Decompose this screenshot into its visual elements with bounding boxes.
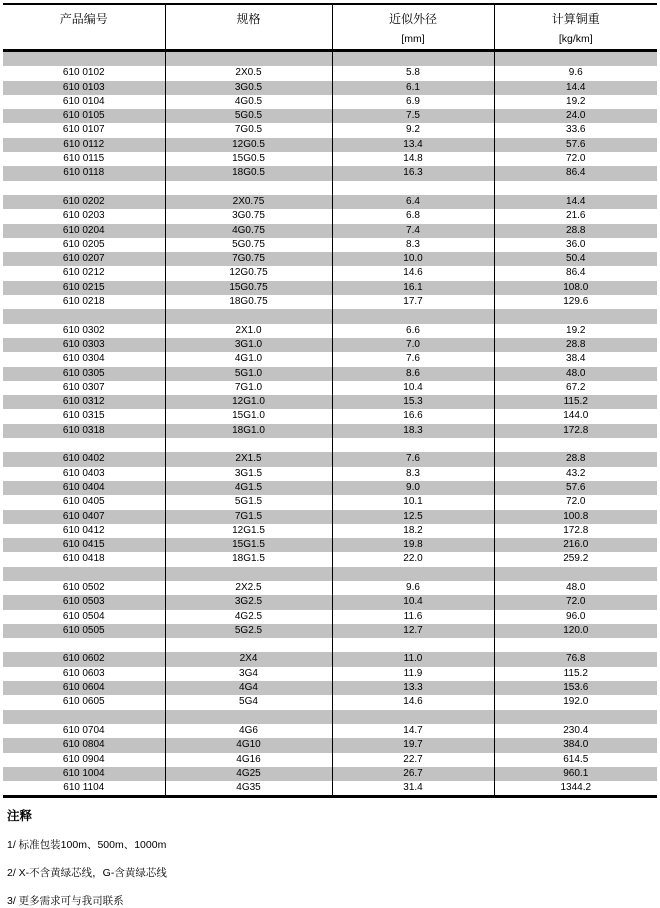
cell-copper-weight: 43.2 <box>566 467 586 479</box>
cell-outer-diameter: 14.6 <box>332 695 494 709</box>
cell-product-code: 610 0402 <box>3 452 165 466</box>
cell-outer-diameter: 7.0 <box>332 338 494 352</box>
col-header-label: 规格 <box>236 12 261 26</box>
table-row <box>3 295 657 309</box>
col-header-outer-diameter <box>332 4 494 51</box>
cell-product-code: 610 0203 <box>3 209 165 223</box>
cell-product-code: 610 0605 <box>3 695 165 709</box>
cell-spec: 4G4 <box>165 681 332 695</box>
cell-copper-weight: 172.8 <box>563 424 589 436</box>
cell-spec: 15G1.0 <box>165 409 332 423</box>
cell-product-code: 610 0205 <box>3 238 165 252</box>
col-header-label: 近似外径 <box>388 12 437 26</box>
cell-spec: 3G1.5 <box>165 467 332 481</box>
table-row <box>3 409 657 423</box>
cell-product-code: 610 0304 <box>3 352 165 366</box>
cell-product-code: 610 0207 <box>3 252 165 266</box>
cell-product-code: 610 0407 <box>3 510 165 524</box>
notes-title: 注释 <box>7 809 33 824</box>
cell-product-code: 610 0218 <box>3 295 165 309</box>
col-header-spec <box>165 4 332 51</box>
cell-copper-weight: 960.1 <box>563 767 589 779</box>
separator-cell <box>165 638 332 652</box>
cell-spec: 18G0.5 <box>165 166 332 180</box>
cell-copper-weight: 57.6 <box>566 481 586 493</box>
cell-product-code: 610 0302 <box>3 324 165 338</box>
cell-outer-diameter: 6.4 <box>332 195 494 209</box>
separator-cell <box>165 438 332 452</box>
cell-spec: 4G25 <box>165 767 332 781</box>
cell-spec: 5G0.5 <box>165 109 332 123</box>
notes-section <box>7 806 657 908</box>
cell-product-code: 610 1004 <box>3 767 165 781</box>
separator-row <box>3 309 657 323</box>
table-body <box>3 51 657 797</box>
cell-product-code: 610 0202 <box>3 195 165 209</box>
cell-copper-weight: 72.0 <box>566 153 586 165</box>
cell-product-code: 610 0504 <box>3 610 165 624</box>
cell-outer-diameter: 19.7 <box>332 738 494 752</box>
cell-spec: 18G0.75 <box>165 295 332 309</box>
separator-cell <box>494 438 657 452</box>
cell-spec: 12G1.0 <box>165 395 332 409</box>
cell-copper-weight: 14.4 <box>566 81 586 93</box>
table-row <box>3 452 657 466</box>
cell-spec: 3G2.5 <box>165 595 332 609</box>
col-header-label: 计算铜重 <box>551 12 600 26</box>
cell-outer-diameter: 14.8 <box>332 152 494 166</box>
cell-product-code: 610 0904 <box>3 753 165 767</box>
cell-copper-weight: 21.6 <box>566 210 586 222</box>
cell-outer-diameter: 6.1 <box>332 81 494 95</box>
table-row <box>3 352 657 366</box>
cell-copper-weight: 67.2 <box>566 381 586 393</box>
product-table <box>3 3 657 798</box>
cell-copper-weight: 50.4 <box>566 253 586 265</box>
cell-outer-diameter: 19.8 <box>332 538 494 552</box>
cell-spec: 4G35 <box>165 781 332 797</box>
table-row <box>3 610 657 624</box>
table-row <box>3 152 657 166</box>
cell-copper-weight: 57.6 <box>566 138 586 150</box>
cell-product-code: 610 0204 <box>3 224 165 238</box>
table-row <box>3 209 657 223</box>
table-row <box>3 581 657 595</box>
separator-cell <box>3 309 165 323</box>
cell-outer-diameter: 18.2 <box>332 524 494 538</box>
cell-product-code: 610 0102 <box>3 66 165 80</box>
note-item-1: 1/ 标准包装100m、500m、1000m <box>7 839 167 852</box>
cell-product-code: 610 0502 <box>3 581 165 595</box>
cell-outer-diameter: 26.7 <box>332 767 494 781</box>
cell-spec: 4G1.0 <box>165 352 332 366</box>
cell-product-code: 610 0215 <box>3 281 165 295</box>
separator-cell <box>3 181 165 195</box>
cell-spec: 4G1.5 <box>165 481 332 495</box>
separator-cell <box>494 181 657 195</box>
cell-spec: 2X1.0 <box>165 324 332 338</box>
table-row <box>3 166 657 180</box>
cell-product-code: 610 0103 <box>3 81 165 95</box>
separator-cell <box>165 567 332 581</box>
cell-spec: 2X0.5 <box>165 66 332 80</box>
cell-product-code: 610 0415 <box>3 538 165 552</box>
cell-spec: 12G0.75 <box>165 266 332 280</box>
separator-cell <box>165 51 332 67</box>
cell-spec: 5G4 <box>165 695 332 709</box>
cell-outer-diameter: 8.3 <box>332 238 494 252</box>
cell-product-code: 610 0315 <box>3 409 165 423</box>
cell-product-code: 610 0505 <box>3 624 165 638</box>
cell-product-code: 610 0318 <box>3 424 165 438</box>
cell-outer-diameter: 9.2 <box>332 123 494 137</box>
cell-outer-diameter: 6.6 <box>332 324 494 338</box>
table-row <box>3 738 657 752</box>
cell-spec: 7G1.5 <box>165 510 332 524</box>
separator-row <box>3 710 657 724</box>
cell-copper-weight: 19.2 <box>566 95 586 107</box>
cell-spec: 15G1.5 <box>165 538 332 552</box>
cell-outer-diameter: 6.9 <box>332 95 494 109</box>
cell-outer-diameter: 11.0 <box>332 652 494 666</box>
separator-cell <box>332 309 494 323</box>
cell-outer-diameter: 7.6 <box>332 352 494 366</box>
separator-row <box>3 51 657 67</box>
table-row <box>3 66 657 80</box>
separator-cell <box>3 51 165 67</box>
col-header-unit <box>166 33 332 45</box>
cell-spec: 12G0.5 <box>165 138 332 152</box>
cell-copper-weight: 33.6 <box>566 124 586 136</box>
header-row <box>3 4 657 51</box>
cell-spec: 4G16 <box>165 753 332 767</box>
cell-spec: 5G1.0 <box>165 367 332 381</box>
col-header-unit <box>3 33 165 45</box>
cell-spec: 12G1.5 <box>165 524 332 538</box>
table-row <box>3 652 657 666</box>
cell-copper-weight: 14.4 <box>566 195 586 207</box>
table-row <box>3 695 657 709</box>
cell-product-code: 610 0404 <box>3 481 165 495</box>
table-row <box>3 81 657 95</box>
cell-outer-diameter: 31.4 <box>332 781 494 797</box>
cell-outer-diameter: 8.3 <box>332 467 494 481</box>
cell-spec: 4G6 <box>165 724 332 738</box>
cell-copper-weight: 86.4 <box>566 167 586 179</box>
cell-copper-weight: 216.0 <box>563 539 589 551</box>
cell-copper-weight: 48.0 <box>566 367 586 379</box>
cell-outer-diameter: 10.4 <box>332 595 494 609</box>
cell-copper-weight: 36.0 <box>566 238 586 250</box>
separator-row <box>3 181 657 195</box>
separator-cell <box>494 309 657 323</box>
cell-product-code: 610 0412 <box>3 524 165 538</box>
separator-cell <box>3 638 165 652</box>
separator-cell <box>165 309 332 323</box>
cell-product-code: 610 0105 <box>3 109 165 123</box>
cell-copper-weight: 9.6 <box>568 67 583 79</box>
cell-outer-diameter: 6.8 <box>332 209 494 223</box>
cell-copper-weight: 230.4 <box>563 724 589 736</box>
separator-cell <box>3 567 165 581</box>
cell-outer-diameter: 7.5 <box>332 109 494 123</box>
cell-spec: 3G0.5 <box>165 81 332 95</box>
table-row <box>3 367 657 381</box>
cell-outer-diameter: 22.0 <box>332 552 494 566</box>
cell-copper-weight: 129.6 <box>563 296 589 308</box>
separator-cell <box>332 638 494 652</box>
separator-cell <box>332 710 494 724</box>
cell-copper-weight: 28.8 <box>566 338 586 350</box>
cell-outer-diameter: 17.7 <box>332 295 494 309</box>
cell-outer-diameter: 22.7 <box>332 753 494 767</box>
cell-copper-weight: 96.0 <box>566 610 586 622</box>
cell-outer-diameter: 13.4 <box>332 138 494 152</box>
separator-cell <box>494 51 657 67</box>
cell-product-code: 610 0307 <box>3 381 165 395</box>
separator-cell <box>332 181 494 195</box>
col-header-label: 产品编号 <box>59 12 108 26</box>
cell-spec: 2X4 <box>165 652 332 666</box>
table-row <box>3 467 657 481</box>
cell-spec: 4G2.5 <box>165 610 332 624</box>
cell-outer-diameter: 16.1 <box>332 281 494 295</box>
table-row <box>3 495 657 509</box>
table-row <box>3 138 657 152</box>
cell-outer-diameter: 8.6 <box>332 367 494 381</box>
separator-cell <box>332 51 494 67</box>
table-row <box>3 552 657 566</box>
col-header-unit: [kg/km] <box>558 33 593 45</box>
cell-product-code: 610 0107 <box>3 123 165 137</box>
cell-copper-weight: 28.8 <box>566 453 586 465</box>
table-row <box>3 324 657 338</box>
cell-copper-weight: 72.0 <box>566 496 586 508</box>
table-row <box>3 681 657 695</box>
cell-product-code: 610 0602 <box>3 652 165 666</box>
table-row <box>3 266 657 280</box>
table-row <box>3 538 657 552</box>
cell-product-code: 610 1104 <box>3 781 165 797</box>
cell-copper-weight: 86.4 <box>566 267 586 279</box>
separator-cell <box>332 438 494 452</box>
cell-spec: 18G1.0 <box>165 424 332 438</box>
cell-spec: 4G10 <box>165 738 332 752</box>
table-row <box>3 781 657 797</box>
cell-product-code: 610 0704 <box>3 724 165 738</box>
cell-product-code: 610 0115 <box>3 152 165 166</box>
cell-product-code: 610 0403 <box>3 467 165 481</box>
cell-spec: 3G4 <box>165 667 332 681</box>
table-row <box>3 224 657 238</box>
table-row <box>3 123 657 137</box>
table-row <box>3 252 657 266</box>
table-row <box>3 595 657 609</box>
cell-outer-diameter: 9.0 <box>332 481 494 495</box>
cell-copper-weight: 1344.2 <box>560 782 592 794</box>
cell-spec: 2X2.5 <box>165 581 332 595</box>
cell-product-code: 610 0104 <box>3 95 165 109</box>
col-header-product-code <box>3 4 165 51</box>
cell-outer-diameter: 11.9 <box>332 667 494 681</box>
cell-spec: 4G0.5 <box>165 95 332 109</box>
cell-product-code: 610 0305 <box>3 367 165 381</box>
cell-copper-weight: 48.0 <box>566 581 586 593</box>
cell-spec: 5G2.5 <box>165 624 332 638</box>
table-header <box>3 4 657 51</box>
cell-spec: 2X1.5 <box>165 452 332 466</box>
separator-cell <box>332 567 494 581</box>
table-row <box>3 767 657 781</box>
cell-spec: 15G0.75 <box>165 281 332 295</box>
col-header-copper-weight <box>494 4 657 51</box>
cell-copper-weight: 24.0 <box>566 110 586 122</box>
separator-cell <box>165 710 332 724</box>
cell-product-code: 610 0503 <box>3 595 165 609</box>
table-row <box>3 109 657 123</box>
cell-outer-diameter: 16.3 <box>332 166 494 180</box>
cell-product-code: 610 0603 <box>3 667 165 681</box>
cell-outer-diameter: 16.6 <box>332 409 494 423</box>
cell-copper-weight: 614.5 <box>563 753 589 765</box>
table-row <box>3 395 657 409</box>
cell-outer-diameter: 14.6 <box>332 266 494 280</box>
cell-spec: 15G0.5 <box>165 152 332 166</box>
cell-outer-diameter: 12.7 <box>332 624 494 638</box>
cell-product-code: 610 0405 <box>3 495 165 509</box>
separator-cell <box>3 438 165 452</box>
cell-product-code: 610 0303 <box>3 338 165 352</box>
cell-spec: 18G1.5 <box>165 552 332 566</box>
table-row <box>3 481 657 495</box>
separator-cell <box>165 181 332 195</box>
table-row <box>3 424 657 438</box>
cell-product-code: 610 0312 <box>3 395 165 409</box>
cell-outer-diameter: 11.6 <box>332 610 494 624</box>
table-row <box>3 95 657 109</box>
table-row <box>3 238 657 252</box>
cell-outer-diameter: 10.1 <box>332 495 494 509</box>
cell-product-code: 610 0604 <box>3 681 165 695</box>
separator-cell <box>494 710 657 724</box>
cell-spec: 7G0.75 <box>165 252 332 266</box>
col-header-unit: [mm] <box>401 33 425 45</box>
note-item-2: 2/ X-不含黄绿芯线，G-含黄绿芯线 <box>7 867 167 880</box>
table-row <box>3 624 657 638</box>
cell-product-code: 610 0118 <box>3 166 165 180</box>
cell-product-code: 610 0804 <box>3 738 165 752</box>
cell-product-code: 610 0418 <box>3 552 165 566</box>
cell-spec: 5G1.5 <box>165 495 332 509</box>
cell-spec: 7G1.0 <box>165 381 332 395</box>
table-row <box>3 753 657 767</box>
cell-outer-diameter: 14.7 <box>332 724 494 738</box>
cell-copper-weight: 38.4 <box>566 353 586 365</box>
separator-row <box>3 567 657 581</box>
cell-copper-weight: 72.0 <box>566 596 586 608</box>
cell-copper-weight: 100.8 <box>563 510 589 522</box>
separator-cell <box>494 638 657 652</box>
cell-copper-weight: 153.6 <box>563 682 589 694</box>
cell-copper-weight: 192.0 <box>563 696 589 708</box>
cell-copper-weight: 120.0 <box>563 624 589 636</box>
note-item-3: 3/ 更多需求可与我司联系 <box>7 895 124 908</box>
cell-copper-weight: 19.2 <box>566 324 586 336</box>
separator-cell <box>494 567 657 581</box>
cell-spec: 3G1.0 <box>165 338 332 352</box>
cell-outer-diameter: 10.4 <box>332 381 494 395</box>
cell-outer-diameter: 5.8 <box>332 66 494 80</box>
cell-outer-diameter: 7.6 <box>332 452 494 466</box>
cell-outer-diameter: 12.5 <box>332 510 494 524</box>
cell-outer-diameter: 9.6 <box>332 581 494 595</box>
cell-outer-diameter: 13.3 <box>332 681 494 695</box>
cell-outer-diameter: 15.3 <box>332 395 494 409</box>
table-row <box>3 281 657 295</box>
cell-product-code: 610 0112 <box>3 138 165 152</box>
separator-row <box>3 638 657 652</box>
cell-copper-weight: 108.0 <box>563 281 589 293</box>
cell-copper-weight: 259.2 <box>563 553 589 565</box>
cell-copper-weight: 76.8 <box>566 653 586 665</box>
cell-copper-weight: 28.8 <box>566 224 586 236</box>
cell-outer-diameter: 10.0 <box>332 252 494 266</box>
table-row <box>3 195 657 209</box>
cell-spec: 2X0.75 <box>165 195 332 209</box>
cell-copper-weight: 384.0 <box>563 739 589 751</box>
cell-spec: 5G0.75 <box>165 238 332 252</box>
table-row <box>3 510 657 524</box>
cell-outer-diameter: 18.3 <box>332 424 494 438</box>
separator-row <box>3 438 657 452</box>
cell-spec: 4G0.75 <box>165 224 332 238</box>
table-row <box>3 381 657 395</box>
table-row <box>3 338 657 352</box>
cell-outer-diameter: 7.4 <box>332 224 494 238</box>
cell-copper-weight: 172.8 <box>563 524 589 536</box>
separator-cell <box>3 710 165 724</box>
cell-spec: 7G0.5 <box>165 123 332 137</box>
cell-spec: 3G0.75 <box>165 209 332 223</box>
cell-copper-weight: 115.2 <box>563 396 588 408</box>
table-row <box>3 524 657 538</box>
cell-copper-weight: 115.2 <box>563 667 588 679</box>
table-row <box>3 667 657 681</box>
table-row <box>3 724 657 738</box>
cell-copper-weight: 144.0 <box>563 410 589 422</box>
cell-product-code: 610 0212 <box>3 266 165 280</box>
